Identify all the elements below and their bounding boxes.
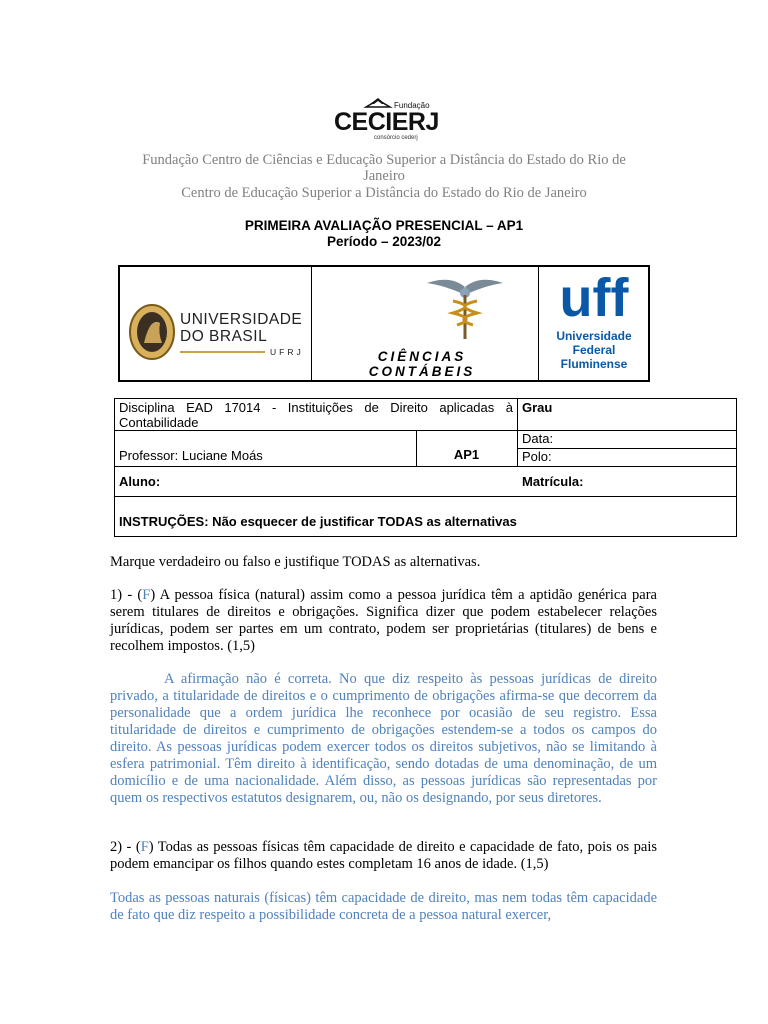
exam-info-table bbox=[114, 398, 737, 537]
polo-label: Polo: bbox=[522, 449, 552, 464]
matricula-label: Matrícula: bbox=[522, 474, 584, 489]
divider bbox=[517, 399, 518, 466]
cc-line1: CIÊNCIAS bbox=[377, 349, 467, 364]
divider bbox=[115, 466, 736, 467]
ub-divider bbox=[180, 351, 265, 353]
cecierj-logo bbox=[330, 98, 438, 144]
uff-logo-cell bbox=[539, 267, 648, 380]
ub-ufrj: UFRJ bbox=[270, 347, 304, 357]
q2-justification: Todas as pessoas naturais (físicas) têm capacidade de direito, mas nem todas têm capacidade de fato que diz respeito a possibilidade concreta de a pessoa natural exercer, bbox=[110, 890, 657, 923]
ub-line1: UNIVERSIDADE bbox=[180, 311, 303, 328]
logo-fundacao-label: Fundação bbox=[394, 101, 430, 110]
ciencias-contabeis-label bbox=[342, 349, 502, 379]
question-1 bbox=[110, 587, 657, 655]
institution-line-2: Centro de Educação Superior a Distância do Estado do Rio de Janeiro bbox=[181, 185, 587, 201]
disciplina-field: Disciplina EAD 17014 - Instituições de Direito aplicadas à Contabilidade bbox=[119, 400, 513, 430]
exam-title: PRIMEIRA AVALIAÇÃO PRESENCIAL – AP1 bbox=[244, 218, 524, 233]
ufrj-logo-cell bbox=[120, 267, 312, 380]
cc-line2: CONTÁBEIS bbox=[368, 364, 476, 379]
q1-prefix: 1) - ( bbox=[110, 587, 143, 603]
instructions bbox=[119, 514, 517, 529]
aluno-label: Aluno: bbox=[119, 474, 161, 489]
question-2 bbox=[110, 839, 657, 873]
instructions-label: INSTRUÇÕES: bbox=[119, 514, 209, 529]
professor-field: Professor: Luciane Moás bbox=[119, 448, 263, 463]
intro-text: Marque verdadeiro ou falso e justifique TODAS as alternativas. bbox=[110, 554, 481, 570]
divider bbox=[115, 496, 736, 497]
data-label: Data: bbox=[522, 431, 554, 446]
q1-answer: F bbox=[142, 587, 151, 603]
institution-line-1a: Fundação Centro de Ciências e Educação Superior a Distância do Estado do Rio de bbox=[142, 152, 626, 168]
logos-table bbox=[118, 265, 650, 382]
exam-period: Período – 2023/02 bbox=[326, 234, 442, 249]
uff-line2: Federal bbox=[572, 343, 616, 357]
ufrj-emblem-icon bbox=[128, 303, 176, 361]
logo-subtitle: consórcio cederj bbox=[374, 135, 418, 141]
instructions-text: Não esquecer de justificar TODAS as alternativas bbox=[208, 514, 517, 529]
uff-line1: Universidade bbox=[556, 329, 632, 343]
ciencias-contabeis-cell bbox=[312, 267, 539, 380]
logo-wordmark: CECIERJ bbox=[334, 108, 439, 136]
uff-mark: uff bbox=[559, 268, 629, 328]
ub-line2: DO BRASIL bbox=[180, 328, 268, 345]
uff-line3: Fluminense bbox=[560, 357, 628, 371]
q1-text: ) A pessoa física (natural) assim como a pessoa jurídica têm a aptidão genérica para serem titulares de direitos e obrigações. Significa dizer que podem estabelecer relações jurídicas, podem ser partes em um contrato, podem ser proprietárias (titulares) de bens e recolhem impostos. (1,5) bbox=[110, 587, 657, 654]
q2-prefix: 2) - ( bbox=[110, 839, 141, 855]
caduceus-icon bbox=[425, 273, 505, 341]
uff-name bbox=[539, 329, 649, 371]
q1-justification: A afirmação não é correta. No que diz respeito às pessoas jurídicas de direito privado, a titularidade de direitos e o cumprimento de obrigações afirma-se que decorrem da personalidade que a ordem jurídica lhe reconhece por ocasião de seu registro. Essa titularidade de direitos e cumprimento de obrigações estendem-se a todos os campos do direito. As pessoas jurídicas podem exercer todos os direitos subjetivos, não se limitando à esfera patrimonial. Têm direito à identificação, sendo dotadas de uma denominação, de um domicílio e de uma nacionalidade. Além disso, as pessoas jurídicas são representadas por quem os respectivos estatutos designarem, ou, não os designando, por seus diretores. bbox=[110, 671, 657, 806]
grau-label: Grau bbox=[522, 400, 553, 415]
q2-answer: F bbox=[140, 839, 149, 855]
ap-label: AP1 bbox=[453, 447, 480, 462]
ub-name bbox=[180, 311, 302, 345]
q2-text: ) Todas as pessoas físicas têm capacidade de direito e capacidade de fato, pois os pais podem emancipar os filhos quando estes completam 16 anos de idade. (1,5) bbox=[110, 839, 657, 872]
institution-line-1b: Janeiro bbox=[363, 168, 405, 184]
divider bbox=[115, 430, 736, 431]
